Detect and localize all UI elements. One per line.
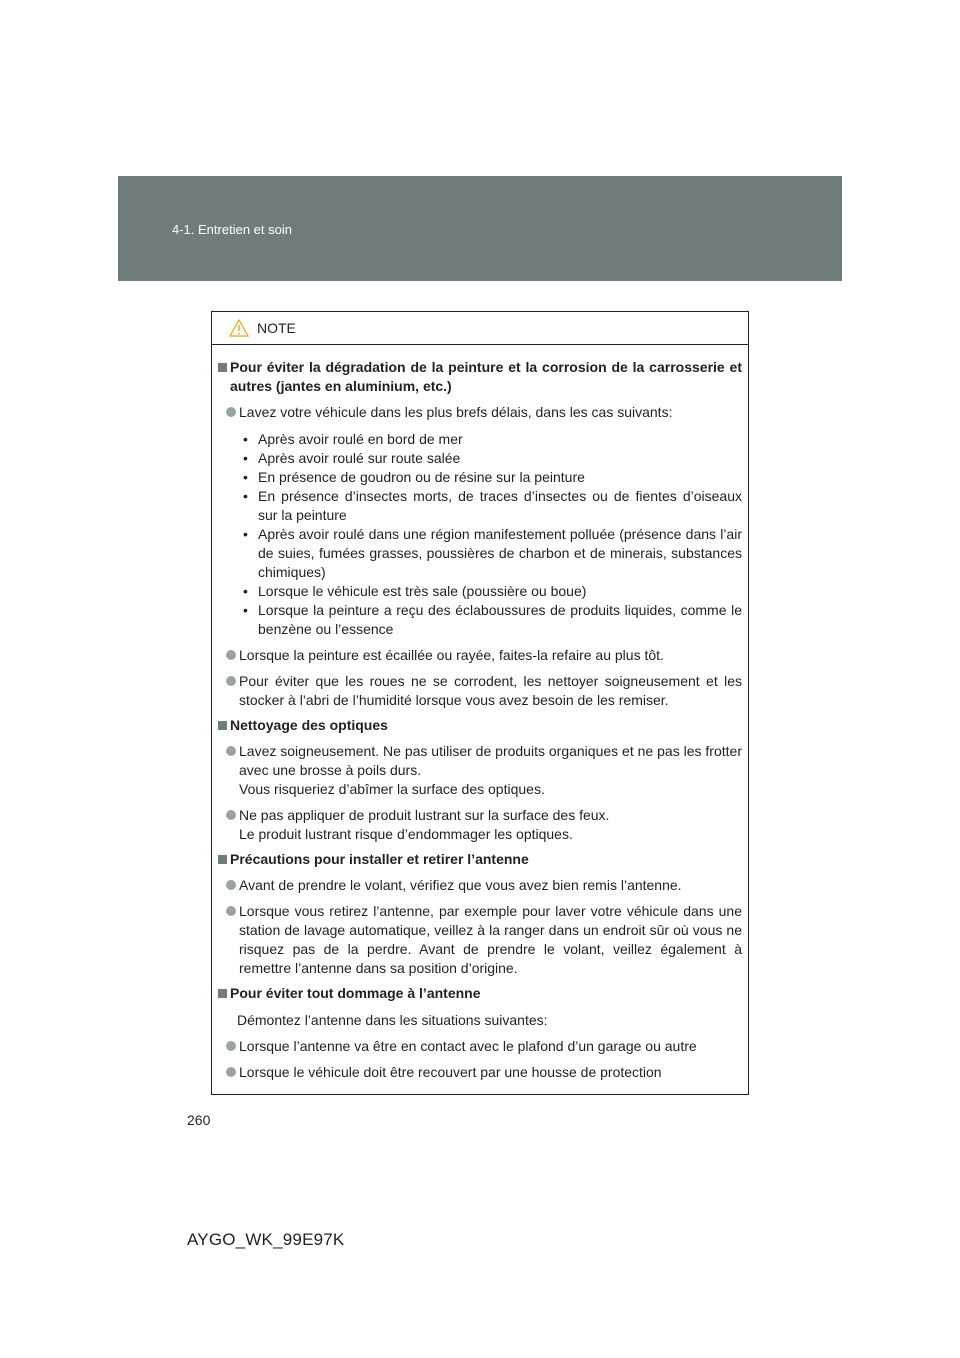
sub-list-item: • Après avoir roulé dans une région manifestement polluée (présence dans l’air de suies, fumées grasses, poussières de charbon et de minerais, substances chimiques) (243, 526, 742, 580)
section-heading: Pour éviter la dégradation de la peinture et la corrosion de la carrosserie et autres (jantes en aluminium, etc.) (218, 358, 742, 396)
circle-bullet-icon (226, 1041, 236, 1051)
sub-list-item: • Lorsque la peinture a reçu des éclaboussures de produits liquides, comme le benzène ou l’essence (243, 602, 742, 637)
sub-list-item: • Lorsque le véhicule est très sale (poussière ou boue) (243, 583, 587, 599)
circle-bullet-icon (226, 407, 236, 417)
bullet-item: Lorsque vous retirez l’antenne, par exemple pour laver votre véhicule dans une station de lavage automatique, veillez à la ranger dans un endroit sûr où vous ne risquez pas de la perdre. Avant de prendre le volant, veillez également à remettre l’antenne dans sa position d’origine. (226, 902, 742, 978)
bullet-item: Lorsque l’antenne va être en contact avec le plafond d’un garage ou autre (226, 1037, 742, 1056)
note-title: NOTE (257, 320, 296, 336)
circle-bullet-icon (226, 880, 236, 890)
document-code: AYGO_WK_99E97K (187, 1230, 345, 1249)
warning-triangle-icon (229, 319, 249, 337)
section-heading: Nettoyage des optiques (218, 716, 742, 735)
circle-bullet-icon (226, 906, 236, 916)
section-title: 4-1. Entretien et soin (172, 222, 292, 237)
section-intro: Démontez l’antenne dans les situations suivantes: (237, 1012, 548, 1028)
circle-bullet-icon (226, 650, 236, 660)
bullet-item: Lavez soigneusement. Ne pas utiliser de produits organiques et ne pas les frotter avec une brosse à poils durs. Vous risqueriez d’abîmer la surface des optiques. (226, 742, 742, 799)
section-heading: Pour éviter tout dommage à l’antenne (218, 984, 742, 1003)
bullet-item: Ne pas appliquer de produit lustrant sur la surface des feux. Le produit lustrant risque d’endommager les optiques. (226, 806, 742, 844)
note-box (211, 311, 749, 1095)
circle-bullet-icon (226, 810, 236, 820)
bullet-item: Lorsque la peinture est écaillée ou rayée, faites-la refaire au plus tôt. (226, 646, 742, 665)
note-body (212, 345, 748, 1082)
square-bullet-icon (218, 363, 227, 372)
bullet-item: Avant de prendre le volant, vérifiez que vous avez bien remis l’antenne. (226, 876, 742, 895)
sub-list-item: • Après avoir roulé sur route salée (243, 450, 461, 466)
sub-list-item: • En présence de goudron ou de résine sur la peinture (243, 469, 585, 485)
sub-list (243, 430, 742, 639)
square-bullet-icon (218, 989, 227, 998)
page-number: 260 (187, 1112, 211, 1128)
circle-bullet-icon (226, 746, 236, 756)
circle-bullet-icon (226, 1067, 236, 1077)
sub-list-item: • Après avoir roulé en bord de mer (243, 431, 463, 447)
sub-list-item: • En présence d’insectes morts, de traces d’insectes ou de fientes d’oiseaux sur la peinture (243, 488, 742, 523)
square-bullet-icon (218, 721, 227, 730)
bullet-item: Lavez votre véhicule dans les plus brefs délais, dans les cas suivants: (226, 403, 742, 422)
bullet-item: Pour éviter que les roues ne se corrodent, les nettoyer soigneusement et les stocker à l’abri de l’humidité lorsque vous avez besoin de les remiser. (226, 672, 742, 710)
note-header (212, 312, 748, 345)
square-bullet-icon (218, 855, 227, 864)
section-heading: Précautions pour installer et retirer l’antenne (218, 850, 742, 869)
bullet-item: Lorsque le véhicule doit être recouvert par une housse de protection (226, 1063, 742, 1082)
circle-bullet-icon (226, 676, 236, 686)
